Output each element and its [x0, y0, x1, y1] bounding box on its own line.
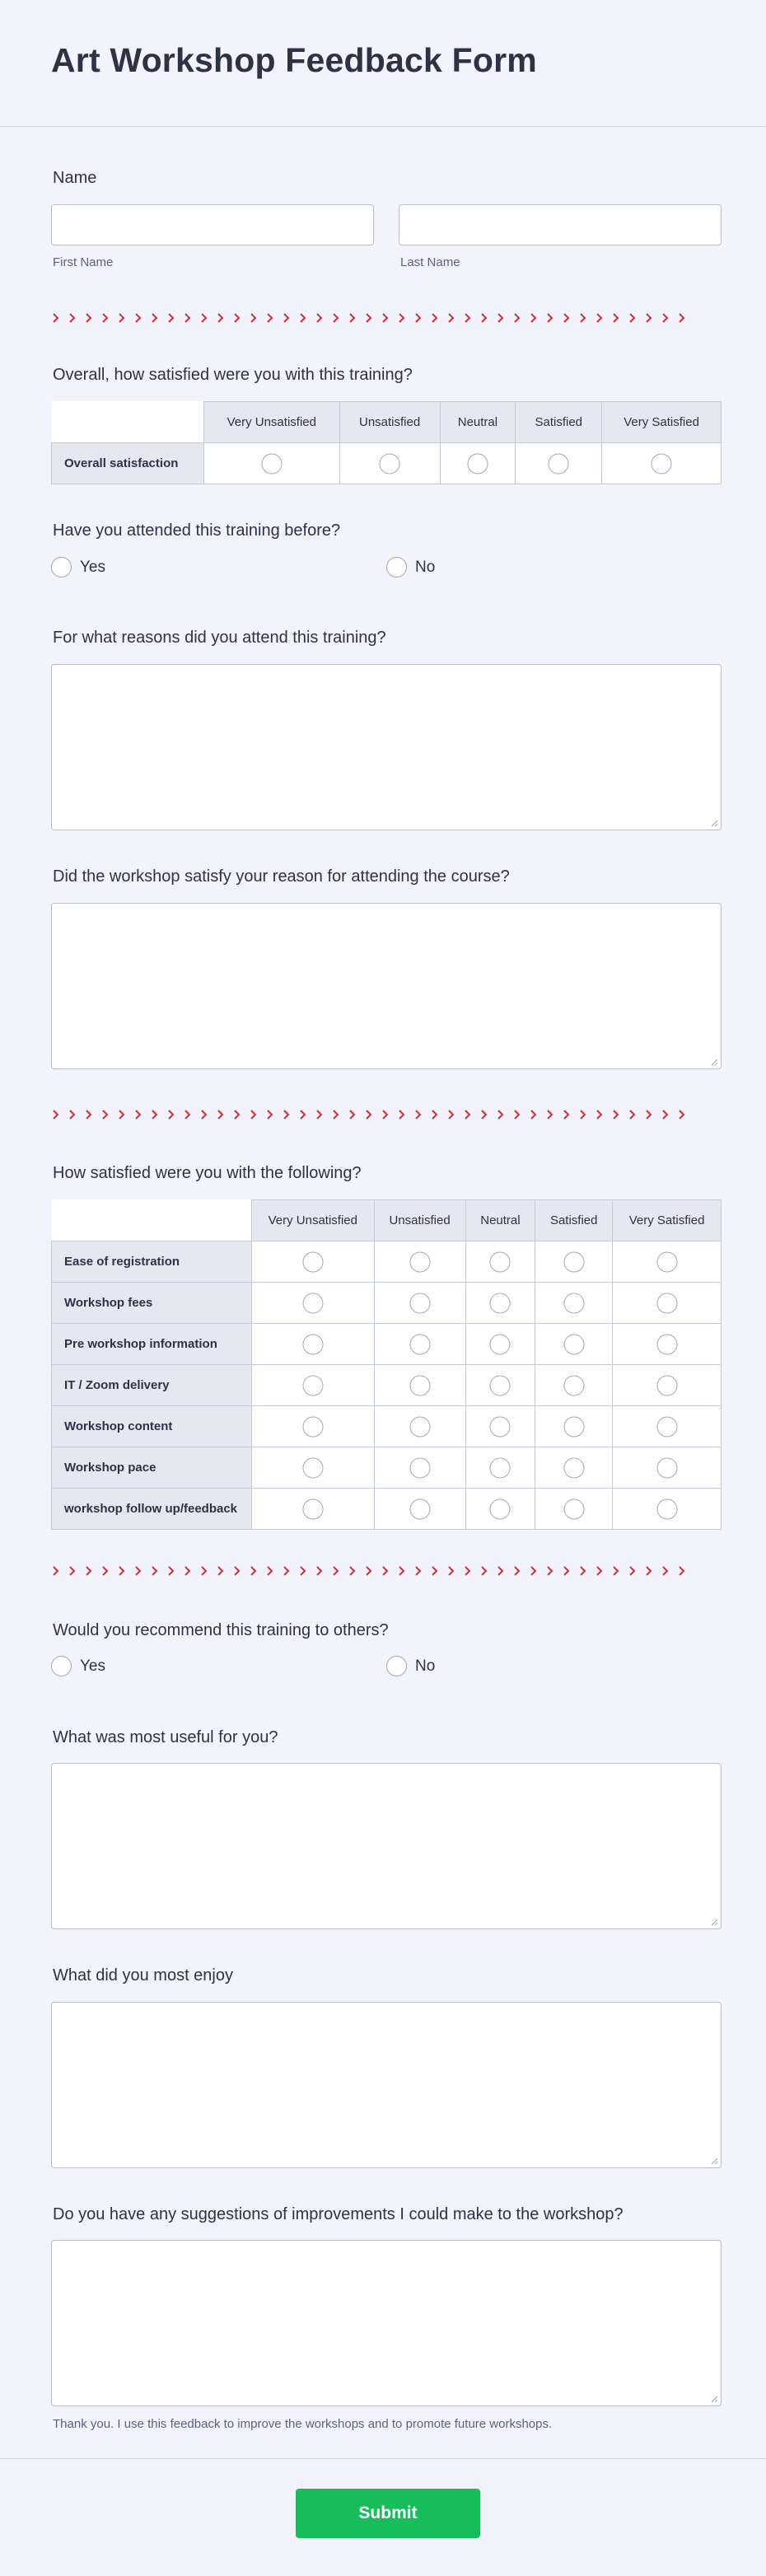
chevron-right-icon [614, 314, 618, 322]
matrix-radio[interactable] [261, 453, 282, 474]
chevron-right-icon [581, 1110, 585, 1119]
chevron-right-icon [564, 1110, 568, 1119]
matrix-radio[interactable] [490, 1457, 511, 1478]
chevron-right-icon [103, 1567, 107, 1575]
chevron-right-icon [119, 314, 124, 322]
chevron-right-icon [235, 1567, 239, 1575]
matrix-radio[interactable] [656, 1457, 677, 1478]
matrix-radio[interactable] [656, 1375, 677, 1396]
chevron-right-icon [334, 314, 338, 322]
chevron-right-icon [647, 1567, 651, 1575]
following-satisfaction-matrix [51, 1199, 722, 1530]
matrix-row [52, 1324, 722, 1365]
matrix-row [52, 1283, 722, 1324]
matrix-corner [52, 402, 204, 443]
chevron-right-icon [515, 1567, 519, 1575]
submit-button[interactable]: Submit [296, 2489, 480, 2538]
resize-grip-icon[interactable] [710, 1058, 718, 1066]
satisfy-reason-label: Did the workshop satisfy your reason for attending the course? [53, 867, 510, 886]
chevron-right-icon [515, 314, 519, 322]
suggestions-label: Do you have any suggestions of improvements I could make to the workshop? [53, 2205, 624, 2223]
chevron-right-icon [54, 1110, 58, 1119]
chevron-right-icon [597, 314, 601, 322]
chevron-right-icon [399, 1567, 404, 1575]
last-name-input[interactable] [399, 204, 722, 245]
chevron-right-icon [416, 1110, 420, 1119]
chevron-right-icon [498, 314, 502, 322]
chevron-right-icon [202, 1567, 206, 1575]
matrix-radio[interactable] [490, 1375, 511, 1396]
matrix-radio[interactable] [490, 1293, 511, 1313]
chevron-right-icon [251, 314, 255, 322]
most-useful-label: What was most useful for you? [53, 1728, 278, 1746]
row-header: workshop follow up/feedback [52, 1489, 252, 1530]
chevron-right-icon [54, 314, 58, 322]
chevron-right-icon [301, 1567, 305, 1575]
chevron-right-icon [185, 314, 189, 322]
chevron-right-icon [449, 1110, 453, 1119]
chevron-right-icon [86, 314, 91, 322]
chevron-right-icon [399, 1110, 404, 1119]
row-header: IT / Zoom delivery [52, 1365, 252, 1406]
chevron-right-icon [350, 314, 354, 322]
matrix-radio[interactable] [490, 1251, 511, 1272]
column-header: Neutral [440, 402, 516, 443]
matrix-corner [52, 1200, 252, 1241]
last-name-sublabel: Last Name [400, 255, 460, 269]
chevron-right-icon [498, 1567, 502, 1575]
chevron-right-icon [465, 1110, 469, 1119]
chevron-right-icon [449, 1567, 453, 1575]
chevron-right-icon [383, 1110, 387, 1119]
chevron-divider [51, 1563, 694, 1579]
chevron-right-icon [515, 1110, 519, 1119]
chevron-right-icon [317, 1110, 321, 1119]
column-header: Very Unsatisfied [251, 1200, 374, 1241]
chevron-right-icon [136, 1110, 140, 1119]
matrix-radio[interactable] [656, 1293, 677, 1313]
chevron-right-icon [564, 1567, 568, 1575]
radio-button[interactable] [386, 1656, 407, 1676]
chevron-right-icon [350, 1567, 354, 1575]
column-header: Very Unsatisfied [203, 402, 339, 443]
row-header: Workshop pace [52, 1447, 252, 1489]
chevron-right-icon [152, 314, 156, 322]
matrix-radio[interactable] [302, 1416, 323, 1437]
chevron-right-icon [597, 1110, 601, 1119]
chevron-right-icon [268, 1110, 272, 1119]
column-header: Neutral [465, 1200, 535, 1241]
radio-button[interactable] [386, 557, 407, 577]
suggestions-note: Thank you. I use this feedback to improve the workshops and to promote future workshops. [53, 2417, 553, 2431]
recommend-label: Would you recommend this training to others? [53, 1621, 389, 1639]
most-enjoy-label: What did you most enjoy [53, 1966, 233, 1985]
matrix-row [52, 1406, 722, 1447]
row-header: Overall satisfaction [52, 443, 204, 484]
chevron-right-icon [202, 314, 206, 322]
option-label: No [415, 1657, 436, 1675]
matrix-radio[interactable] [302, 1498, 323, 1519]
resize-grip-icon[interactable] [710, 2395, 718, 2403]
option-label: Yes [80, 559, 105, 576]
row-header: Pre workshop information [52, 1324, 252, 1365]
chevron-right-icon [70, 314, 74, 322]
chevron-right-icon [614, 1567, 618, 1575]
matrix-radio[interactable] [409, 1293, 430, 1313]
chevron-right-icon [218, 1110, 222, 1119]
chevron-right-icon [614, 1110, 618, 1119]
chevron-right-icon [317, 1567, 321, 1575]
chevron-right-icon [103, 314, 107, 322]
chevron-right-icon [581, 1567, 585, 1575]
column-header: Satisfied [535, 1200, 613, 1241]
chevron-right-icon [399, 314, 404, 322]
chevron-right-icon [531, 1567, 535, 1575]
chevron-right-icon [416, 1567, 420, 1575]
chevron-right-icon [185, 1110, 189, 1119]
chevron-right-icon [70, 1110, 74, 1119]
chevron-right-icon [416, 314, 420, 322]
matrix-radio[interactable] [302, 1375, 323, 1396]
matrix-row [52, 1365, 722, 1406]
chevron-right-icon [284, 1567, 288, 1575]
chevron-right-icon [235, 314, 239, 322]
chevron-right-icon [465, 1567, 469, 1575]
chevron-right-icon [482, 1110, 486, 1119]
chevron-right-icon [301, 314, 305, 322]
row-header: Workshop fees [52, 1283, 252, 1324]
chevron-divider [51, 310, 694, 326]
first-name-input[interactable] [51, 204, 374, 245]
chevron-right-icon [482, 314, 486, 322]
chevron-right-icon [367, 1110, 371, 1119]
first-name-sublabel: First Name [53, 255, 114, 269]
matrix-radio[interactable] [302, 1457, 323, 1478]
chevron-right-icon [251, 1567, 255, 1575]
chevron-right-icon [169, 314, 173, 322]
matrix-radio[interactable] [467, 453, 488, 474]
chevron-right-icon [268, 314, 272, 322]
chevron-right-icon [647, 1110, 651, 1119]
chevron-right-icon [465, 314, 469, 322]
radio-button[interactable] [51, 557, 72, 577]
chevron-right-icon [86, 1567, 91, 1575]
chevron-right-icon [119, 1567, 124, 1575]
footer-divider [0, 2458, 766, 2459]
chevron-right-icon [70, 1567, 74, 1575]
resize-grip-icon[interactable] [710, 2157, 718, 2165]
form-title: Art Workshop Feedback Form [51, 41, 537, 79]
matrix-radio[interactable] [656, 1251, 677, 1272]
chevron-right-icon [268, 1567, 272, 1575]
matrix-radio[interactable] [490, 1416, 511, 1437]
matrix-radio[interactable] [652, 453, 672, 474]
column-header: Unsatisfied [339, 402, 440, 443]
option-label: No [415, 559, 436, 576]
chevron-right-icon [334, 1567, 338, 1575]
reasons-textarea[interactable] [51, 664, 722, 830]
chevron-right-icon [383, 314, 387, 322]
chevron-right-icon [597, 1567, 601, 1575]
matrix-row [52, 443, 722, 484]
matrix-radio[interactable] [563, 1334, 584, 1354]
chevron-right-icon [548, 1110, 552, 1119]
chevron-right-icon [169, 1567, 173, 1575]
chevron-right-icon [235, 1110, 239, 1119]
name-label: Name [53, 169, 97, 187]
matrix-radio[interactable] [656, 1498, 677, 1519]
column-header: Satisfied [516, 402, 602, 443]
matrix-radio[interactable] [302, 1334, 323, 1354]
matrix-radio[interactable] [409, 1251, 430, 1272]
chevron-right-icon [548, 1567, 552, 1575]
matrix-radio[interactable] [656, 1334, 677, 1354]
chevron-divider [51, 1106, 694, 1123]
matrix-radio[interactable] [490, 1498, 511, 1519]
chevron-right-icon [432, 314, 437, 322]
chevron-right-icon [284, 314, 288, 322]
overall-satisfaction-matrix [51, 401, 722, 484]
chevron-right-icon [630, 1567, 634, 1575]
matrix-row [52, 1489, 722, 1530]
chevron-right-icon [647, 314, 651, 322]
attended-before-label: Have you attended this training before? [53, 521, 341, 540]
row-header: Workshop content [52, 1406, 252, 1447]
chevron-right-icon [334, 1110, 338, 1119]
resize-grip-icon[interactable] [710, 819, 718, 827]
chevron-right-icon [350, 1110, 354, 1119]
resize-grip-icon[interactable] [710, 1918, 718, 1926]
row-header: Ease of registration [52, 1241, 252, 1283]
matrix-radio[interactable] [380, 453, 400, 474]
matrix-radio[interactable] [409, 1457, 430, 1478]
chevron-right-icon [680, 1567, 684, 1575]
chevron-right-icon [531, 1110, 535, 1119]
column-header: Unsatisfied [374, 1200, 465, 1241]
matrix-radio[interactable] [563, 1498, 584, 1519]
radio-button[interactable] [51, 1656, 72, 1676]
matrix-radio[interactable] [563, 1293, 584, 1313]
chevron-right-icon [103, 1110, 107, 1119]
chevron-right-icon [680, 314, 684, 322]
chevron-right-icon [218, 314, 222, 322]
chevron-right-icon [218, 1567, 222, 1575]
satisfy-reason-textarea[interactable] [51, 903, 722, 1069]
most-enjoy-textarea[interactable] [51, 2002, 722, 2168]
chevron-right-icon [581, 314, 585, 322]
chevron-right-icon [119, 1110, 124, 1119]
most-useful-textarea[interactable] [51, 1763, 722, 1929]
chevron-right-icon [663, 1567, 667, 1575]
matrix-radio[interactable] [563, 1375, 584, 1396]
reasons-label: For what reasons did you attend this training? [53, 629, 386, 647]
matrix-radio[interactable] [409, 1416, 430, 1437]
chevron-right-icon [564, 314, 568, 322]
chevron-right-icon [301, 1110, 305, 1119]
option-label: Yes [80, 1657, 105, 1675]
chevron-right-icon [202, 1110, 206, 1119]
chevron-right-icon [680, 1110, 684, 1119]
column-header: Very Satisfied [613, 1200, 722, 1241]
following-question-label: How satisfied were you with the following? [53, 1164, 362, 1182]
matrix-radio[interactable] [409, 1334, 430, 1354]
chevron-right-icon [136, 1567, 140, 1575]
matrix-radio[interactable] [563, 1416, 584, 1437]
chevron-right-icon [548, 314, 552, 322]
chevron-right-icon [432, 1567, 437, 1575]
chevron-right-icon [432, 1110, 437, 1119]
chevron-right-icon [185, 1567, 189, 1575]
chevron-right-icon [449, 314, 453, 322]
chevron-right-icon [498, 1110, 502, 1119]
column-header: Very Satisfied [602, 402, 722, 443]
matrix-radio[interactable] [563, 1457, 584, 1478]
matrix-radio[interactable] [302, 1293, 323, 1313]
chevron-right-icon [663, 1110, 667, 1119]
matrix-radio[interactable] [490, 1334, 511, 1354]
chevron-right-icon [531, 314, 535, 322]
chevron-right-icon [383, 1567, 387, 1575]
form-header [0, 0, 766, 127]
chevron-right-icon [630, 314, 634, 322]
overall-question-label: Overall, how satisfied were you with this training? [53, 366, 413, 384]
chevron-right-icon [630, 1110, 634, 1119]
chevron-right-icon [251, 1110, 255, 1119]
matrix-radio[interactable] [549, 453, 569, 474]
chevron-right-icon [152, 1567, 156, 1575]
matrix-radio[interactable] [409, 1375, 430, 1396]
chevron-right-icon [54, 1567, 58, 1575]
chevron-right-icon [317, 314, 321, 322]
chevron-right-icon [86, 1110, 91, 1119]
chevron-right-icon [152, 1110, 156, 1119]
chevron-right-icon [663, 314, 667, 322]
matrix-radio[interactable] [409, 1498, 430, 1519]
chevron-right-icon [284, 1110, 288, 1119]
chevron-right-icon [136, 314, 140, 322]
matrix-radio[interactable] [656, 1416, 677, 1437]
matrix-row [52, 1241, 722, 1283]
chevron-right-icon [482, 1567, 486, 1575]
chevron-right-icon [169, 1110, 173, 1119]
chevron-right-icon [367, 1567, 371, 1575]
matrix-radio[interactable] [563, 1251, 584, 1272]
matrix-radio[interactable] [302, 1251, 323, 1272]
chevron-right-icon [367, 314, 371, 322]
matrix-row [52, 1447, 722, 1489]
suggestions-textarea[interactable] [51, 2240, 722, 2406]
